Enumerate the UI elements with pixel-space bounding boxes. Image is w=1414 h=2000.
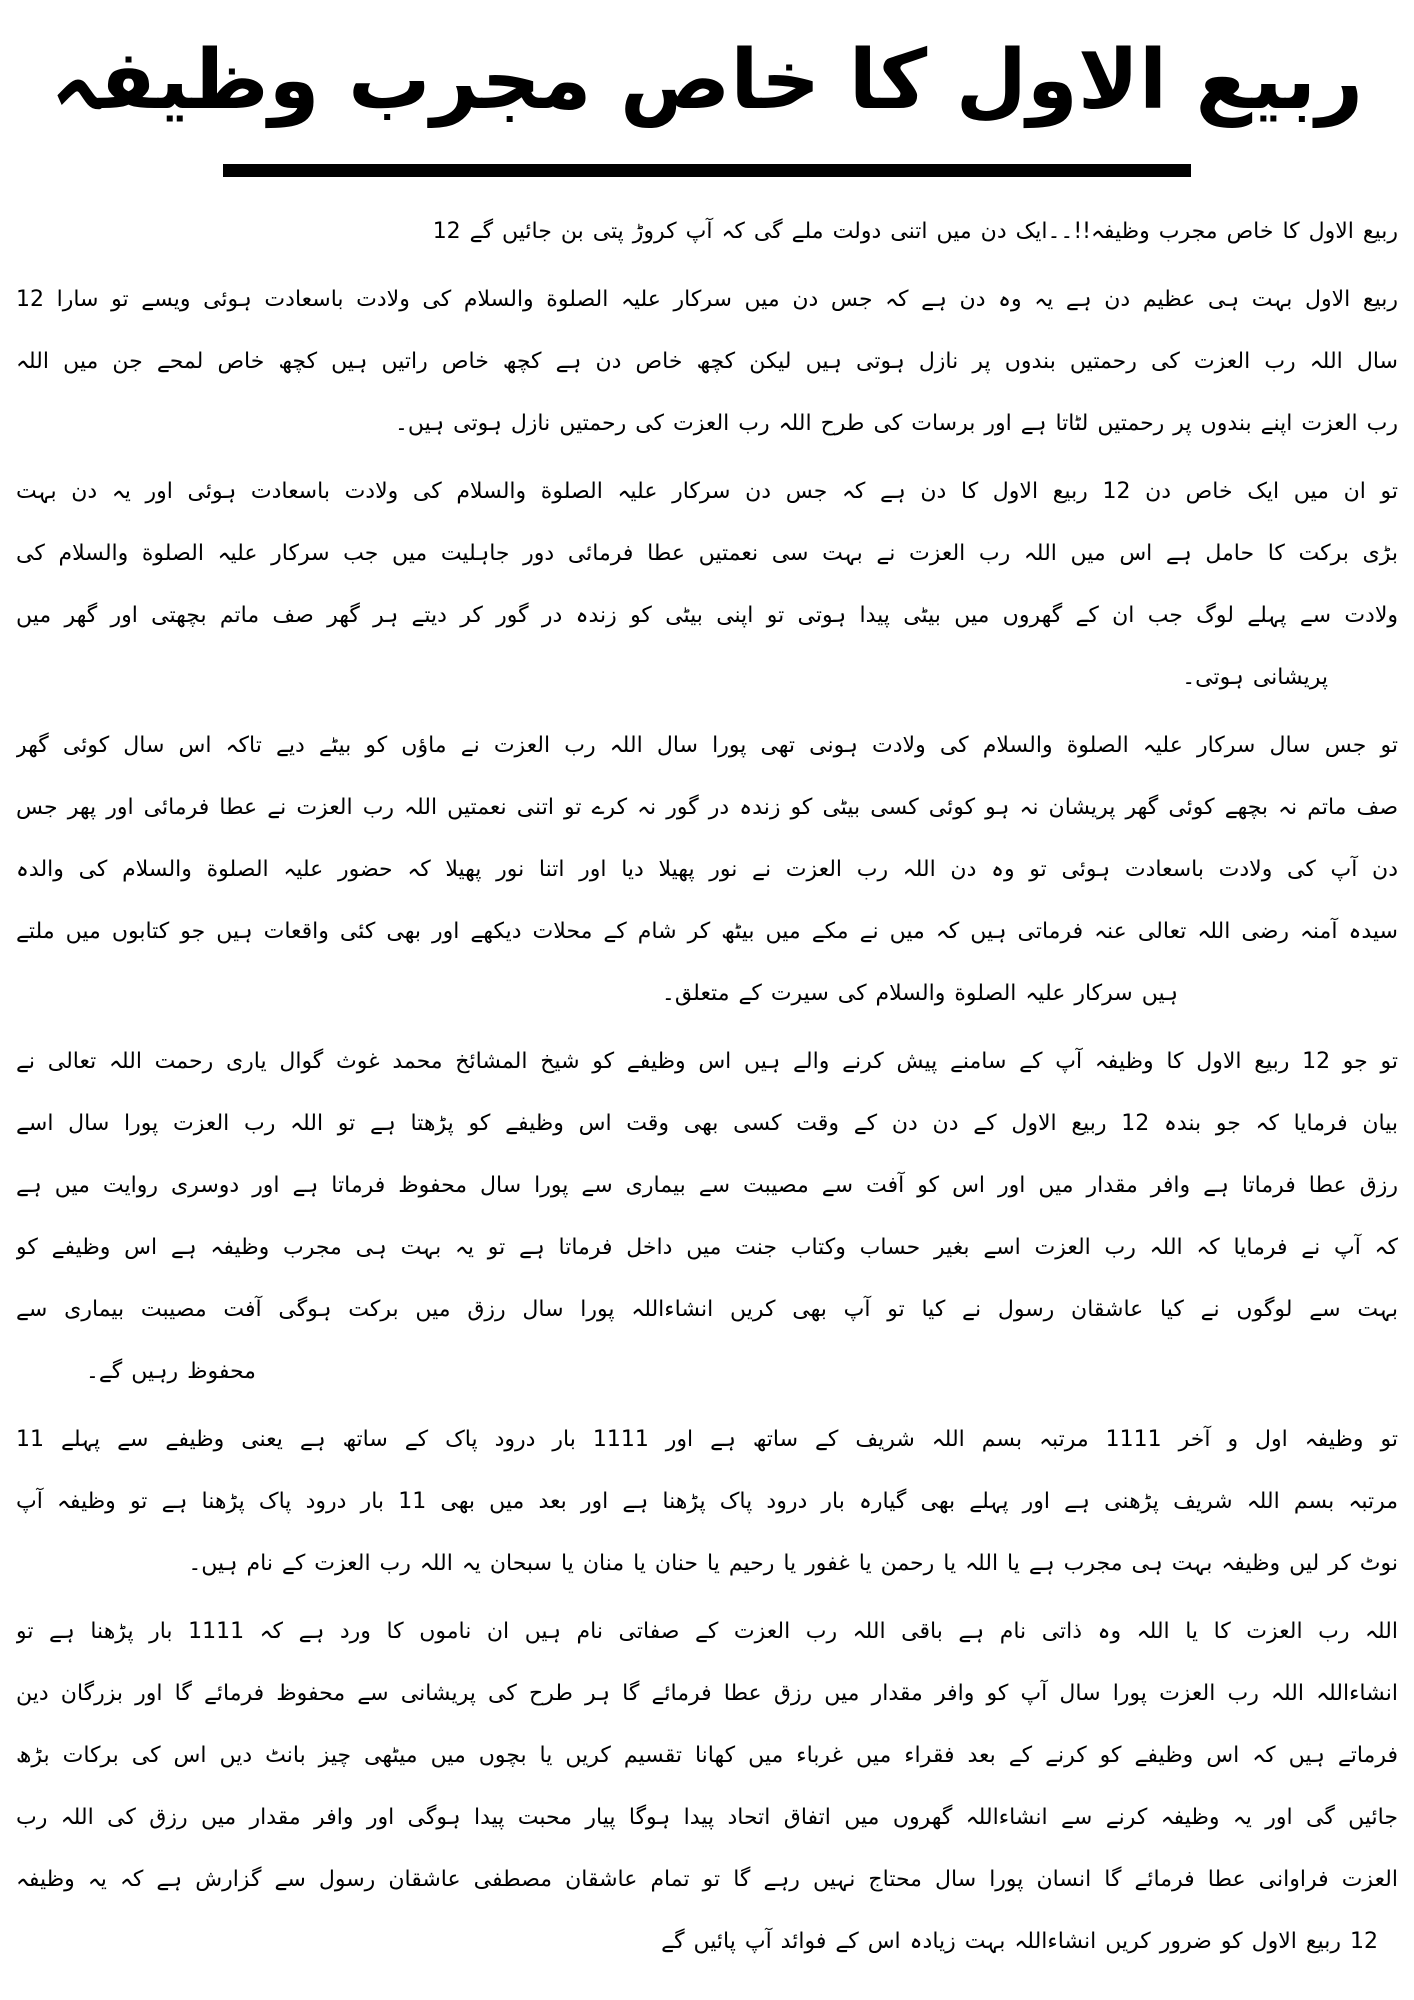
text-line: رزق عطا فرماتا ہے وافر مقدار میں اور اس کو آفت سے مصیبت سے بیماری سے پورا سال محفوظ فرماتا ہے اور دوسری روایت میں ہے <box>16 1173 1398 1198</box>
text-line: پریشانی ہوتی۔ <box>1182 665 1328 690</box>
text-line: بڑی برکت کا حامل ہے اس میں اللہ رب العزت نے بہت سی نعمتیں عطا فرمائی دور جاہلیت میں جب سرکار علیہ الصلوة والسلام کی <box>16 541 1398 566</box>
text-line: صف ماتم نہ بچھے کوئی گھر پریشان نہ ہو کوئی کسی بیٹی کو زندہ در گور نہ کرے تو اتنی نعمتیں اللہ رب العزت نے عطا فرمائی اور پھر جس <box>16 795 1398 820</box>
paragraph <box>16 1601 1398 1973</box>
text-line: مرتبہ بسم اللہ شریف پڑھنی ہے اور پہلے بھی گیارہ بار درود پاک پڑھنا ہے اور بعد میں بھی 11 بار درود پاک پڑھنا ہے تو وظیفہ آپ <box>16 1489 1398 1514</box>
paragraph <box>16 201 1398 263</box>
text-line: بہت سے لوگوں نے کیا عاشقان رسول نے کیا تو آپ بھی کریں انشاءاللہ پورا سال رزق میں برکت ہوگی آفت مصیبت بیماری سے <box>16 1297 1398 1322</box>
text-line: نوٹ کر لیں وظیفہ بہت ہی مجرب ہے یا اللہ یا رحمن یا غفور یا رحیم یا حنان یا منان یا سبحان یہ اللہ رب العزت کے نام ہیں۔ <box>188 1551 1398 1576</box>
page-title: ربیع الاول کا خاص مجرب وظیفہ <box>50 33 1364 128</box>
text-line: تو جس سال سرکار علیہ الصلوة والسلام کی ولادت ہونی تھی پورا سال اللہ رب العزت نے ماؤں کو بیٹے دیے تاکہ اس سال کوئی گھر <box>16 733 1398 758</box>
text-line: جائیں گی اور یہ وظیفہ کرنے سے انشاءاللہ گھروں میں اتفاق اتحاد پیدا ہوگا پیار محبت پیدا ہوگی اور وافر مقدار میں رزق کی اللہ رب <box>16 1805 1398 1830</box>
text-line: تو وظیفہ اول و آخر 1111 مرتبہ بسم اللہ شریف کے ساتھ ہے اور 1111 بار درود پاک کے ساتھ ہے یعنی وظیفے سے پہلے 11 <box>16 1427 1398 1452</box>
text-line: رب العزت اپنے بندوں پر رحمتیں لٹاتا ہے اور برسات کی طرح اللہ رب العزت کی رحمتیں نازل ہوتی ہیں۔ <box>394 411 1398 436</box>
article-body <box>16 201 1398 1973</box>
text-line: تو ان میں ایک خاص دن 12 ربیع الاول کا دن ہے کہ جس دن سرکار علیہ الصلوة والسلام کی ولادت باسعادت ہوئی اور یہ دن بہت <box>16 479 1398 504</box>
text-line: تو جو 12 ربیع الاول کا وظیفہ آپ کے سامنے پیش کرنے والے ہیں اس وظیفے کو شیخ المشائخ محمد غوث گوال یاری رحمت اللہ تعالی نے <box>16 1049 1398 1074</box>
text-line: محفوظ رہیں گے۔ <box>86 1359 256 1384</box>
paragraph <box>16 269 1398 455</box>
text-line: 12 ربیع الاول کو ضرور کریں انشاءاللہ بہت زیادہ اس کے فوائد آپ پائیں گے <box>661 1929 1378 1954</box>
paragraph <box>16 1409 1398 1595</box>
text-line: ہیں سرکار علیہ الصلوة والسلام کی سیرت کے متعلق۔ <box>661 981 1178 1006</box>
text-line: ربیع الاول بہت ہی عظیم دن ہے یہ وہ دن ہے کہ جس دن میں سرکار علیہ الصلوة والسلام کی ولادت باسعادت ہوئی ویسے تو سارا 12 <box>16 287 1398 312</box>
paragraph <box>16 1031 1398 1403</box>
text-line: العزت فراوانی عطا فرمائے گا انسان پورا سال محتاج نہیں رہے گا تو تمام عاشقان مصطفی عاشقان رسول سے گزارش ہے کہ یہ وظیفہ <box>16 1867 1398 1892</box>
text-line: کہ آپ نے فرمایا کہ اللہ رب العزت اسے بغیر حساب وکتاب جنت میں داخل فرماتا ہے تو یہ بہت ہی مجرب وظیفہ ہے اس وظیفے کو <box>16 1235 1398 1260</box>
text-line: انشاءاللہ اللہ رب العزت پورا سال آپ کو وافر مقدار میں رزق عطا فرمائے گا ہر طرح کی پریشانی سے محفوظ فرمائے گا اور بزرگان دین <box>16 1681 1398 1706</box>
text-line: ربیع الاول کا خاص مجرب وظیفہ!!۔۔ایک دن میں اتنی دولت ملے گی کہ آپ کروڑ پتی بن جائیں گے 12 <box>432 219 1398 244</box>
text-line: بیان فرمایا کہ جو بندہ 12 ربیع الاول کے دن دن کے وقت کسی بھی وقت اس وظیفے کو پڑھتا ہے تو اللہ رب العزت پورا سال اسے <box>16 1111 1398 1136</box>
text-line: دن آپ کی ولادت باسعادت ہوئی تو وہ دن اللہ رب العزت نے نور پھیلا دیا اور اتنا نور پھیلا کہ حضور علیہ الصلوة والسلام کی والدہ <box>16 857 1398 882</box>
text-line: اللہ رب العزت کا یا اللہ وہ ذاتی نام ہے باقی اللہ رب العزت کے صفاتی نام ہیں ان ناموں کا ورد ہے کہ 1111 بار پڑھنا ہے تو <box>16 1619 1398 1644</box>
title-underline <box>223 164 1191 177</box>
text-line: ولادت سے پہلے لوگ جب ان کے گھروں میں بیٹی پیدا ہوتی تو اپنی بیٹی کو زندہ در گور کر دیتے ہر گھر صف ماتم بچھتی اور گھر میں <box>16 603 1398 628</box>
text-line: سیدہ آمنہ رضی اللہ تعالی عنہ فرماتی ہیں کہ میں نے مکے میں بیٹھ کر شام کے محلات دیکھے اور بھی کئی واقعات ہیں جو کتابوں میں ملتے <box>16 919 1398 944</box>
paragraph <box>16 715 1398 1025</box>
paragraph <box>16 461 1398 709</box>
text-line: فرماتے ہیں کہ اس وظیفے کو کرنے کے بعد فقراء میں غرباء میں کھانا تقسیم کریں یا بچوں میں میٹھی چیز بانٹ دیں اس کی برکات بڑھ <box>16 1743 1398 1768</box>
text-line: سال اللہ رب العزت کی رحمتیں بندوں پر نازل ہوتی ہیں لیکن کچھ خاص دن ہے کچھ خاص راتیں ہیں کچھ خاص لمحے جن میں اللہ <box>16 349 1398 374</box>
